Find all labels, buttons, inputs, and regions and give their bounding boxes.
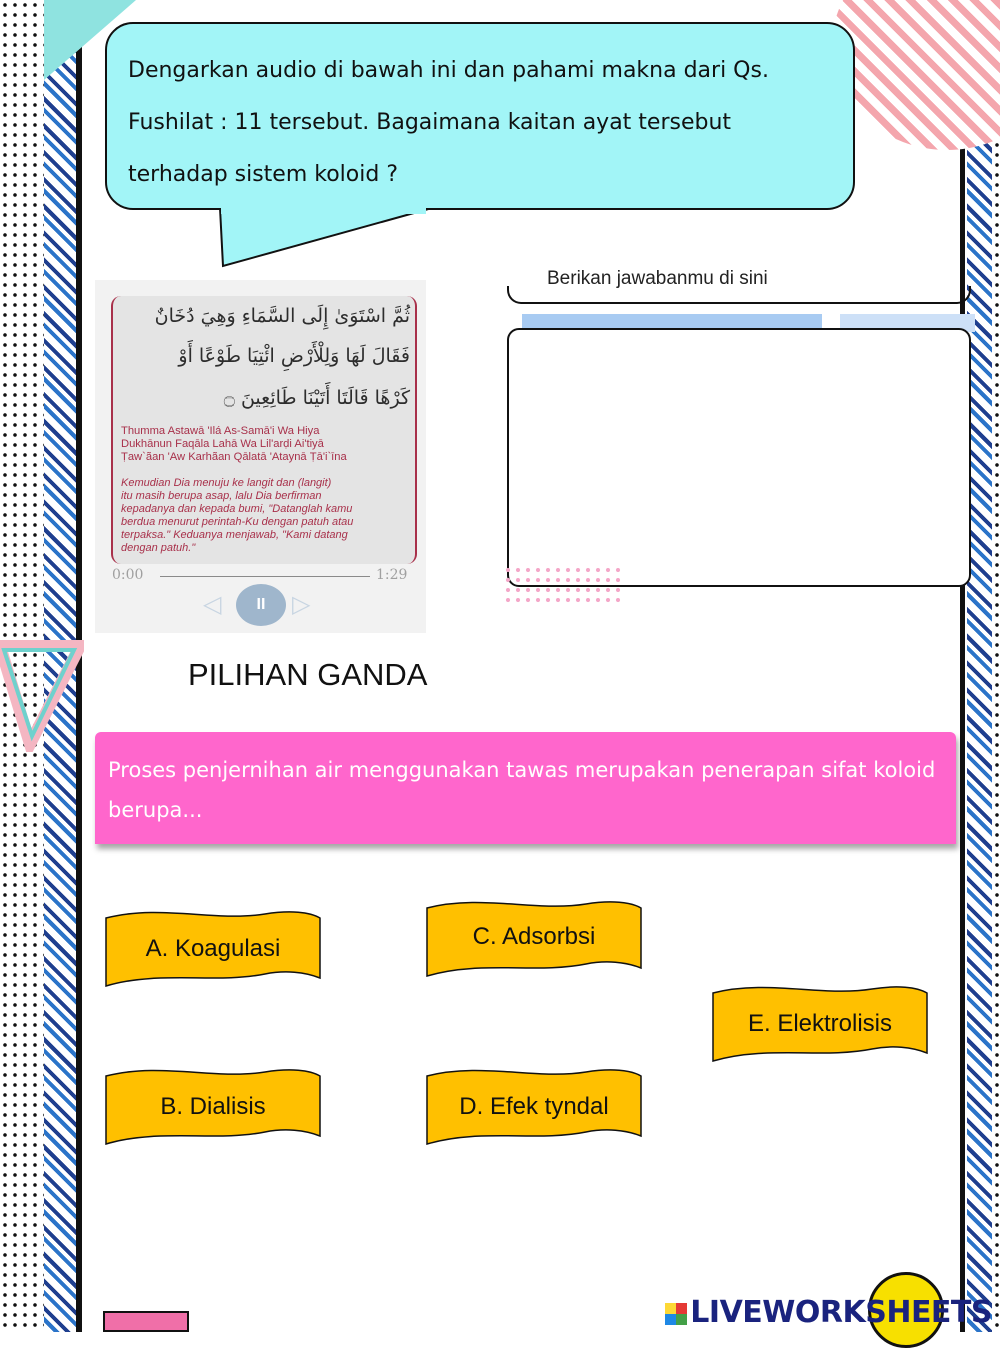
translation-line-5: terpaksa." Keduanya menjawab, "Kami datang (121, 529, 348, 541)
liveworksheets-logo[interactable] (665, 1295, 992, 1330)
translation-line-2: itu masih berupa asap, lalu Dia berfirman (121, 490, 322, 502)
translation-line-1: Kemudian Dia menuju ke langit dan (langit) (121, 477, 332, 489)
option-d-label: D. Efek tyndal (459, 1093, 609, 1120)
translit-line-2: Dukhānun Faqāla Lahā Wa Lil'arḍi Ai'tiyā (121, 438, 324, 450)
section-title: PILIHAN GANDA (188, 657, 428, 692)
brand-logo-icon (665, 1303, 687, 1325)
right-dot-border (992, 0, 1000, 1332)
triangle-decoration (0, 636, 84, 752)
prompt-line-2: Fushilat : 11 tersebut. Bagaimana kaitan ayat tersebut (128, 110, 732, 135)
audio-duration: 1:29 (376, 567, 408, 583)
pink-corner-block (103, 1311, 189, 1332)
next-icon[interactable]: ▷ (292, 591, 311, 618)
prompt-line-1: Dengarkan audio di bawah ini dan pahami makna dari Qs. (128, 58, 769, 83)
option-a-button[interactable] (105, 908, 321, 990)
option-b-button[interactable] (105, 1066, 321, 1148)
option-d-button[interactable] (426, 1066, 642, 1148)
transliteration (121, 425, 411, 464)
question-line-1: Proses penjernihan air menggunakan tawas merupakan penerapan sifat koloid (108, 758, 936, 782)
question-text (108, 750, 943, 830)
right-striped-border (967, 0, 992, 1332)
audio-progress-bar[interactable] (160, 576, 370, 577)
right-frame-line (960, 0, 965, 1332)
option-c-label: C. Adsorbsi (472, 923, 596, 950)
pause-button[interactable] (236, 584, 286, 626)
answer-brace (507, 286, 971, 304)
pause-icon: II (256, 596, 266, 613)
translation-line-4: berdua menurut perintah-Ku dengan patuh atau (121, 516, 354, 528)
audio-current-time: 0:00 (112, 567, 144, 583)
option-b-label: B. Dialisis (160, 1093, 266, 1120)
arabic-line-3: كَرْهًا قَالَتَا أَتَيْنَا طَائِعِينَ ۝ (223, 387, 410, 409)
pink-dot-decoration (503, 565, 621, 607)
prev-icon[interactable]: ◁ (203, 591, 222, 618)
verse-translation (121, 477, 411, 555)
option-c-button[interactable] (426, 898, 642, 980)
option-e-button[interactable] (712, 983, 928, 1065)
pink-striped-circle-decoration (832, 0, 1000, 150)
arabic-line-1: ثُمَّ اسْتَوَىٰ إِلَى السَّمَاءِ وَهِيَ دُخَانٌ (154, 305, 410, 327)
translation-line-6: dengan patuh." (121, 542, 196, 554)
translit-line-3: Ṭaw`ãan 'Aw Karhãan Qālatā 'Ataynā Ṭā'i`īna (121, 451, 347, 463)
speech-bubble-tail-cover (219, 206, 429, 214)
prompt-text (128, 45, 838, 201)
arabic-line-2: فَقَالَ لَهَا وَلِلْأَرْضِ ائْتِيَا طَوْعًا أَوْ (178, 345, 410, 367)
prompt-line-3: terhadap sistem koloid ? (128, 162, 399, 187)
option-a-label: A. Koagulasi (145, 935, 281, 962)
translation-line-3: kepadanya dan kepada bumi, "Datanglah kamu (121, 503, 353, 515)
option-e-label: E. Elektrolisis (747, 1010, 893, 1037)
answer-textarea[interactable] (507, 328, 971, 587)
question-line-2: berupa... (108, 798, 203, 822)
translit-line-1: Thumma Astawā 'Ilá As-Samā'i Wa Hiya (121, 425, 320, 437)
brand-text: LIVEWORKSHEETS (690, 1295, 992, 1330)
answer-label: Berikan jawabanmu di sini (547, 268, 768, 289)
